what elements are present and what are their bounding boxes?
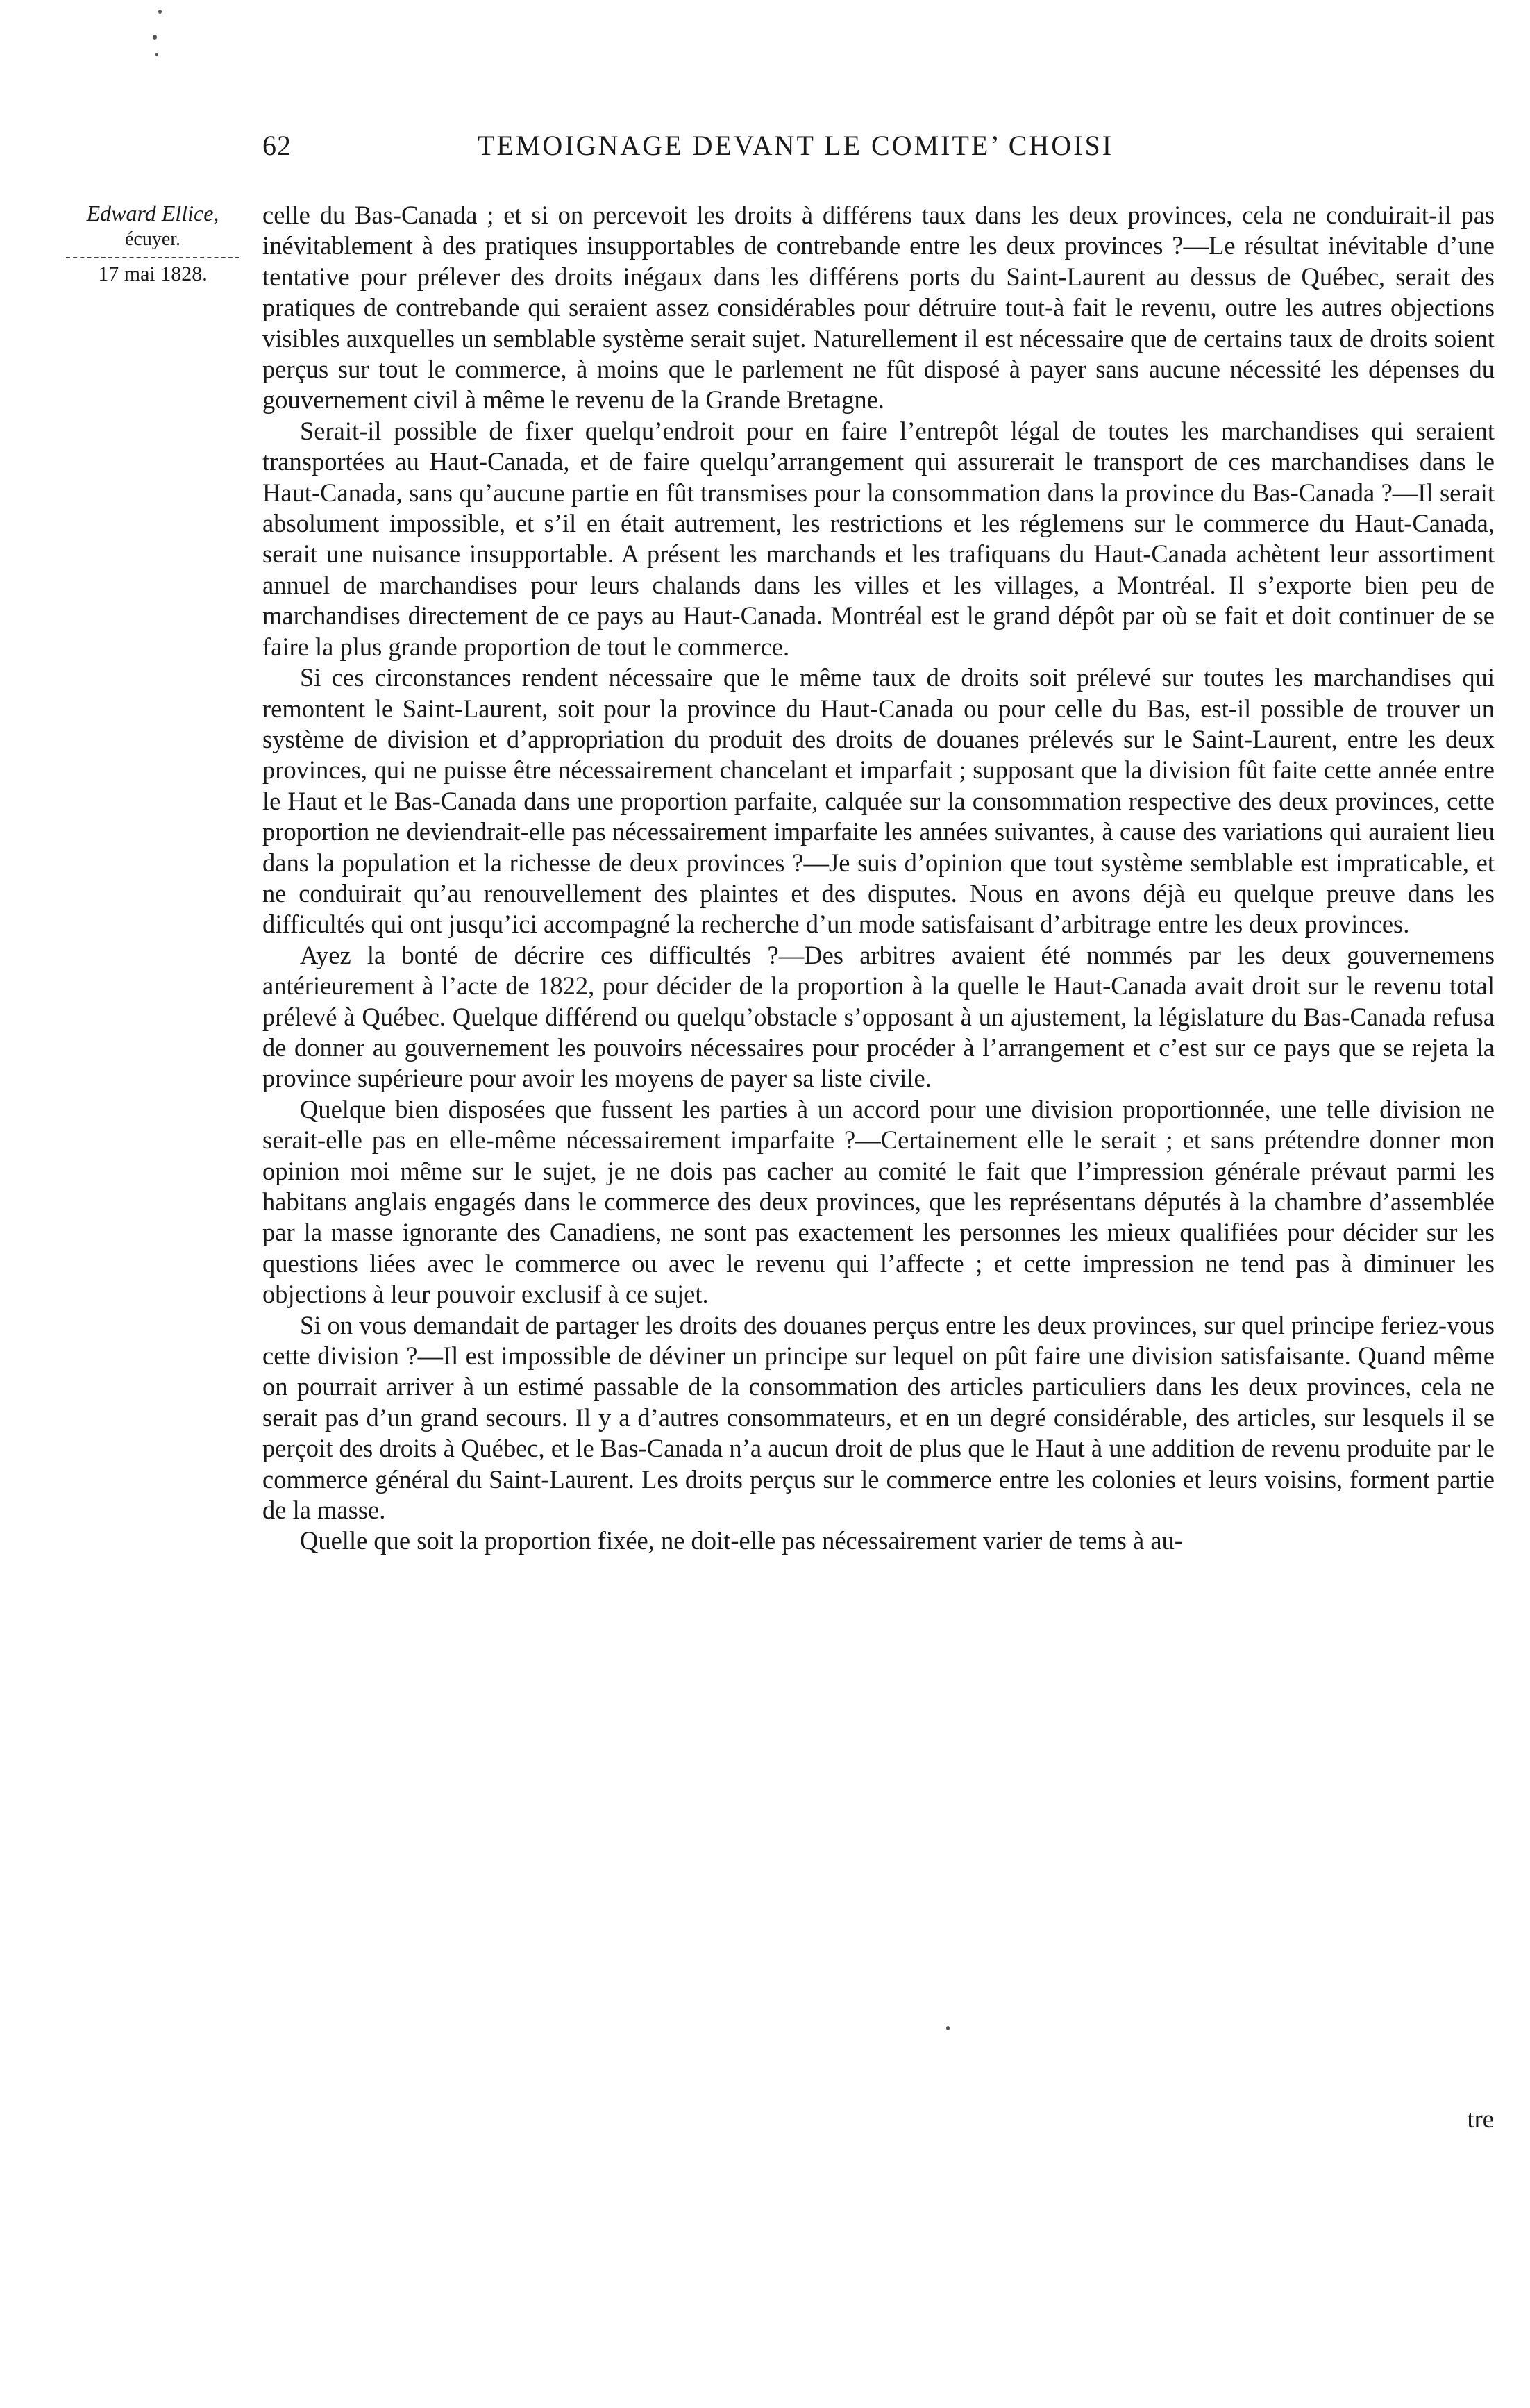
paragraph: Si on vous demandait de partager les droits des douanes perçus entre les deux provinces, sur quel principe feriez-vous cette division ?—Il est impossible de déviner un principe sur lequel on pût faire une division satisfaisante. Quand même on pourrait arriver à un estimé passable de la consommation des articles particuliers dans les deux provinces, cela ne serait pas d’un grand secours. Il y a d’autres consommateurs, et en un degré considérable, des articles, sur lesquels il se perçoit des droits à Québec, et le Bas-Canada n’a aucun droit de plus que le Haut à une addition de revenu produite par le commerce général du Saint-Laurent. Les droits perçus sur le commerce entre les colonies et leurs voisins, forment partie de la masse. [262,1310,1495,1525]
running-head [262,129,1505,171]
page-number: 62 [262,130,292,161]
ink-speck [946,2026,950,2030]
margin-note [49,200,257,287]
testimony-date: 17 mai 1828. [98,262,208,285]
paragraph: Serait-il possible de fixer quelqu’endroit pour en faire l’entrepôt légal de toutes les marchandises qui seraient transportées au Haut-Canada, et de faire quelqu’arrangement qui assurerait le transport de ces marchandises dans le Haut-Canada, sans qu’aucune partie en fût transmises pour la consommation dans la province du Bas-Canada ?—Il serait absolument impossible, et s’il en était autrement, les restrictions et les réglemens sur le commerce du Haut-Canada, serait une nuisance insupportable. A présent les marchands et les trafiquans du Haut-Canada achètent leur assortiment annuel de marchandises pour leurs chalands dans les villes et les villages, a Montréal. Il s’exporte bien peu de marchandises directement de ce pays au Haut-Canada. Montréal est le grand dépôt par où se fait et doit continuer de se faire la plus grande proportion de tout le commerce. [262,416,1495,661]
paragraph: Quelque bien disposées que fussent les parties à un accord pour une division proportionnée, une telle division ne serait-elle pas en elle-même nécessairement imparfaite ?—Certainement elle le serait ; et sans prétendre donner mon opinion moi même sur le sujet, je ne dois pas cacher au comité le fait que l’impression générale prévaut parmi les habitans anglais engagés dans le commerce des deux provinces, que les représentans députés à la chambre d’assemblée par la masse ignorante des Canadiens, ne sont pas exactement les personnes les mieux qualifiées pour décider sur les questions liées avec le commerce ou avec le revenu qui l’affecte ; et cette impression ne tend pas à diminuer les objections à leur pouvoir exclusif à ce sujet. [262,1094,1495,1309]
catchword: tre [1467,2105,1494,2133]
ink-speck [153,35,157,40]
running-title: TEMOIGNAGE DEVANT LE COMITE’ CHOISI [478,130,1114,161]
paragraph: celle du Bas-Canada ; et si on percevoit les droits à différens taux dans les deux provinces, cela ne conduirait-il pas inévitablement à des pratiques insupportables de contrebande entre les deux provinces ?—Le résultat inévitable d’une tentative pour prélever des droits inégaux dans les différens ports du Saint-Laurent au dessus de Québec, serait des pratiques de contrebande qui seraient assez considérables pour détruire tout-à fait le revenu, outre les autres objections visibles auxquelles un semblable système serait sujet. Naturellement il est nécessaire que de certains taux de droits soient perçus sur tout le commerce, à moins que le parlement ne fût disposé à payer sans aucune nécessité les dépenses du gouvernement civil à même le revenu de la Grande Bretagne. [262,201,1495,415]
margin-rule [66,257,239,258]
paragraph: Ayez la bonté de décrire ces difficultés ?—Des arbitres avaient été nommés par les deux gouvernemens antérieurement à l’acte de 1822, pour décider de la proportion à la quelle le Haut-Canada avait droit sur le revenu total prélevé à Québec. Quelque différend ou quelqu’obstacle s’opposant à un ajustement, la législature du Bas-Canada refusa de donner au gouvernement les pouvoirs nécessaires pour procéder à l’arrangement et c’est sur ce pays que se rejeta la province supérieure pour avoir les moyens de payer sa liste civile. [262,940,1495,1093]
body-text [262,200,1495,1557]
ink-speck [158,10,162,14]
witness-name: Edward Ellice, [86,201,219,226]
paragraph: Quelle que soit la proportion fixée, ne doit-elle pas nécessairement varier de tems à au- [300,1526,1183,1555]
witness-title: écuyer. [124,228,181,250]
ink-speck [155,53,158,56]
paragraph: Si ces circonstances rendent nécessaire que le même taux de droits soit prélevé sur toutes les marchandises qui remontent le Saint-Laurent, soit pour la province du Haut-Canada ou pour celle du Bas, est-il possible de trouver un système de division et d’appropriation du produit des droits de douanes prélevés sur le Saint-Laurent, entre les deux provinces, qui ne puisse être nécessairement chancelant et imparfait ; supposant que la division fût faite cette année entre le Haut et le Bas-Canada dans une proportion parfaite, calquée sur la consommation respective des deux provinces, cette proportion ne deviendrait-elle pas nécessairement imparfaite les années suivantes, à cause des variations qui auraient lieu dans la population et la richesse de deux provinces ?—Je suis d’opinion que tout système semblable est impraticable, et ne conduirait qu’au renouvellement des plaintes et des disputes. Nous en avons déjà eu quelque preuve dans les difficultés qui ont jusqu’ici accompagné la recherche d’un mode satisfaisant d’arbitrage entre les deux provinces. [262,663,1495,939]
